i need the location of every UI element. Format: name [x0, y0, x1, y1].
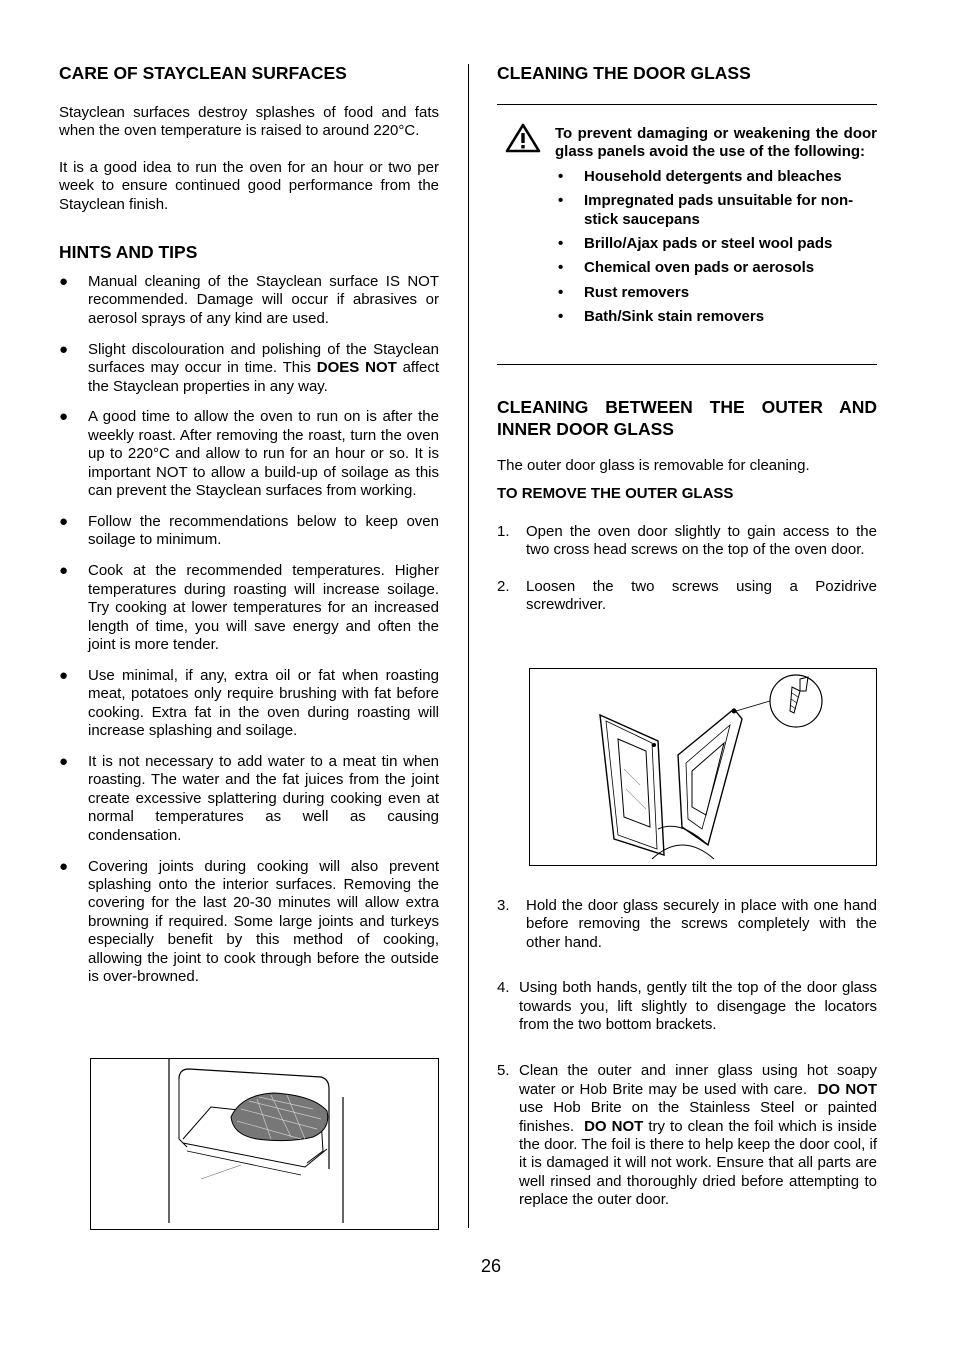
outer-glass-removable-para: The outer door glass is removable for cleaning.	[497, 457, 810, 474]
bullet-icon: ●	[59, 666, 69, 684]
heading-cleaning-door-glass: CLEANING THE DOOR GLASS	[497, 63, 751, 83]
bullet-icon: •	[558, 235, 564, 253]
door-glass-screws-icon	[530, 669, 876, 865]
step-item: 1. Open the oven door slightly to gain access to the two cross head screws on the top of the oven door.	[497, 522, 877, 559]
warning-intro: To prevent damaging or weakening the door glass panels avoid the use of the following:	[555, 125, 877, 161]
bullet-icon: •	[558, 167, 564, 185]
step-item: 3. Hold the door glass securely in place with one hand before removing the screws completely with the other hand.	[497, 897, 877, 951]
bullet-icon: ●	[59, 752, 69, 770]
bullet-icon: ●	[59, 562, 69, 580]
bullet-icon: ●	[59, 408, 69, 426]
steps-continued	[497, 897, 877, 1210]
steps-list-continued	[497, 897, 877, 1210]
bullet-icon: ●	[59, 857, 69, 875]
heading-cleaning-between-glass: CLEANING BETWEEN THE OUTER AND INNER DOOR GLASS	[497, 397, 877, 439]
bullet-icon: •	[558, 308, 564, 326]
warning-item: • Chemical oven pads or aerosols	[558, 259, 815, 277]
heading-hints-and-tips: HINTS AND TIPS	[59, 242, 198, 263]
step-item: 4. Using both hands, gently tilt the top of the door glass towards you, lift slightly to disengage the locators from the two bottom brackets.	[497, 979, 877, 1034]
tip-item: ● Manual cleaning of the Stayclean surface IS NOT recommended. Damage will occur if abrasives or aerosol sprays of any kind are used.	[59, 273, 439, 327]
warning-item: • Bath/Sink stain removers	[558, 308, 765, 326]
tip-item: ● Covering joints during cooking will also prevent splashing onto the interior surfaces. Removing the covering for the last 20-30 minutes will allow extra browning if required. Some large joints and turkeys especially benefit by this method of cooking, allowing the joint to cook through before the outside is over-browned.	[59, 857, 439, 985]
tip-item: ● Use minimal, if any, extra oil or fat when roasting meat, potatoes only require brushing with fat before cooking. Extra fat in the oven during roasting will increase splashing and soilage.	[59, 666, 439, 740]
left-column	[59, 62, 439, 999]
bullet-icon: •	[558, 283, 564, 301]
subheading-remove-outer-glass: TO REMOVE THE OUTER GLASS	[497, 485, 734, 503]
bullet-icon: ●	[59, 340, 69, 358]
step-item: 5. Clean the outer and inner glass using hot soapy water or Hob Brite may be used with care. DO NOT use Hob Brite on the Stainless Steel or painted finishes. DO NOT try to clean the foil which is inside the door. The foil is there to help keep the door cool, if it is damaged it will not work. Ensure that all parts are well rinsed and thoroughly dried before attempting to replace the outer door.	[497, 1062, 877, 1209]
bullet-icon: •	[558, 259, 564, 277]
warning-item: • Brillo/Ajax pads or steel wool pads	[558, 235, 833, 253]
warning-item: • Impregnated pads unsuitable for non-stick saucepans	[558, 192, 854, 228]
roast-illustration	[90, 1058, 439, 1230]
tip-item: ● It is not necessary to add water to a meat tin when roasting. The water and the fat juices from the joint create excessive splattering during cooking even at normal temperatures as well as causing condensation.	[59, 752, 439, 844]
tip-item: ● Follow the recommendations below to keep oven soilage to minimum.	[59, 513, 439, 549]
stayclean-para-2: It is a good idea to run the oven for an hour or two per week to ensure continued good performance from the Stayclean finish.	[59, 158, 439, 213]
tip-item: ● Cook at the recommended temperatures. Higher temperatures during roasting will increase soilage. Try cooking at lower temperatures for an increased length of time, you will save energy and often the joint is more tender.	[59, 562, 439, 653]
step-item: 2. Loosen the two screws using a Pozidrive screwdriver.	[497, 577, 877, 614]
tips-list	[59, 273, 439, 986]
oven-roast-icon	[91, 1059, 438, 1229]
page-number: 26	[480, 1256, 502, 1276]
tip-item: ● A good time to allow the oven to run on is after the weekly roast. After removing the roast, turn the oven up to 220°C and allow to run for an hour or so. It is important NOT to allow a build-up of soilage as this can prevent the Stayclean surfaces from working.	[59, 408, 439, 500]
door-glass-illustration	[529, 668, 877, 866]
warning-item: • Household detergents and bleaches	[558, 167, 842, 185]
steps-list	[497, 523, 877, 615]
column-divider	[468, 64, 469, 1228]
bullet-icon: ●	[59, 513, 69, 530]
warning-text	[555, 125, 877, 333]
bullet-icon: ●	[59, 273, 69, 291]
heading-care-of-stayclean: CARE OF STAYCLEAN SURFACES	[59, 63, 347, 83]
warning-item: • Rust removers	[558, 283, 690, 301]
stayclean-para-1: Stayclean surfaces destroy splashes of food and fats when the oven temperature is raised to around 220°C.	[59, 104, 439, 140]
warning-box	[497, 104, 877, 365]
right-column	[497, 62, 877, 614]
bullet-icon: •	[558, 192, 564, 210]
warning-list	[555, 168, 877, 327]
tip-item: ● Slight discolouration and polishing of the Stayclean surfaces may occur in time. This DOES NOT affect the Stayclean properties in any way.	[59, 340, 440, 395]
warning-triangle-icon	[505, 123, 541, 153]
